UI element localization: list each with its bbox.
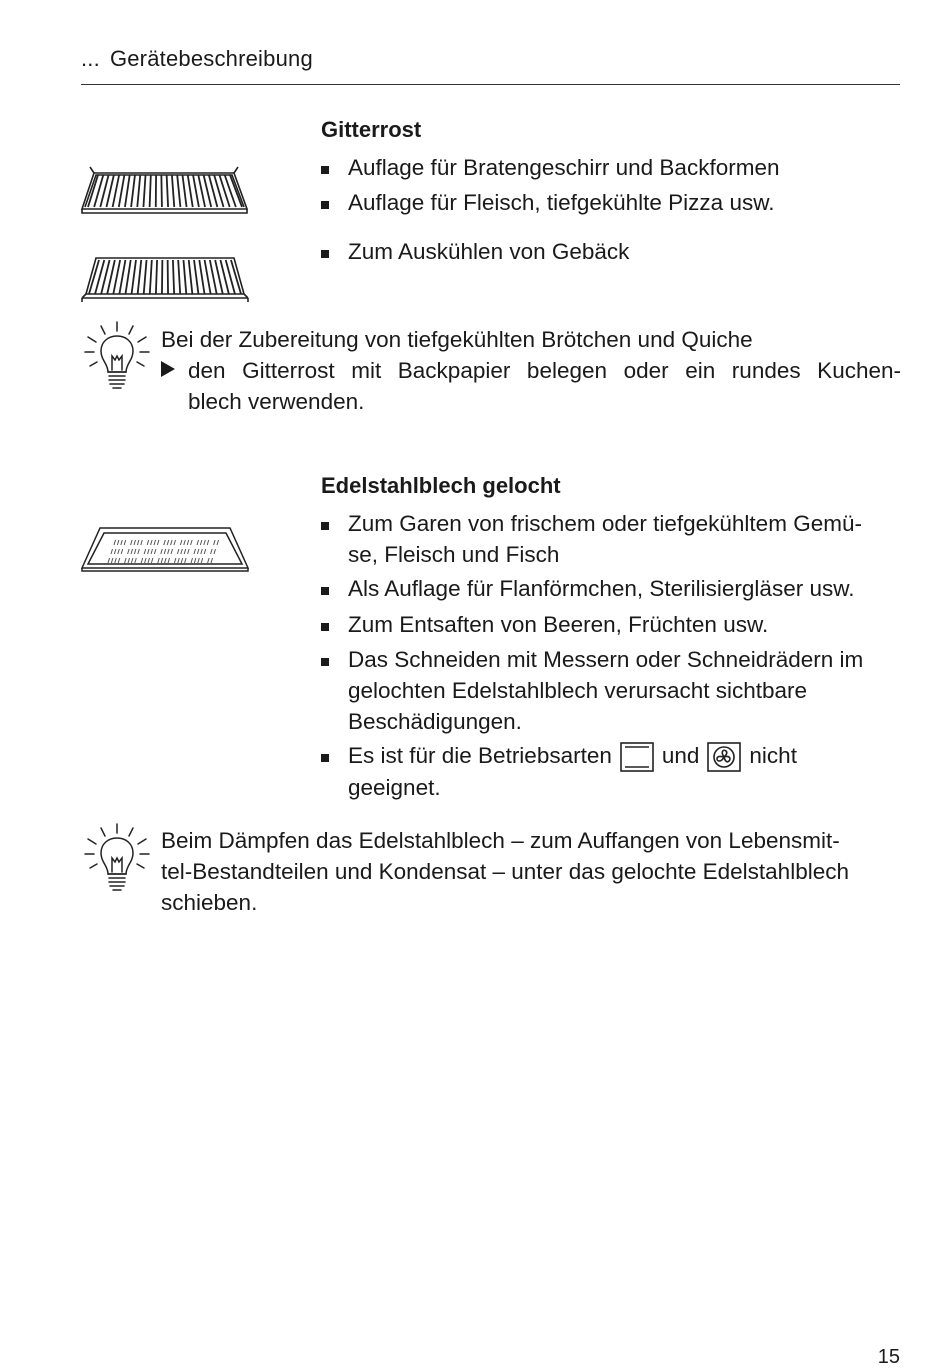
tip-action — [161, 355, 901, 417]
section-title-gitterrost: Gitterrost — [321, 117, 421, 143]
perforated-tray-icon — [80, 524, 250, 574]
page-header — [81, 46, 900, 85]
lightbulb-icon — [84, 320, 150, 394]
wire-rack-icon — [80, 163, 250, 215]
list-item: Es ist für die Betriebsarten und nicht geeignet. — [321, 740, 901, 803]
header-ellipsis: ... — [81, 46, 100, 71]
tip-action-line: den Gitterrost mit Backpapier belegen oder ein rundes Kuchen- — [188, 355, 901, 386]
tip-text: Beim Dämpfen das Edelstahlblech – zum Auffangen von Lebensmit- tel-Bestandteilen und Kondensat – unter das gelochte Edelstahlblech schieben. — [161, 825, 901, 918]
list-item: Auflage für Bratengeschirr und Backformen — [321, 152, 901, 183]
section-title-edelstahlblech: Edelstahlblech gelocht — [321, 473, 561, 499]
header-title: Gerätebeschreibung — [110, 46, 313, 71]
arrow-right-icon — [161, 361, 175, 377]
list-item: Zum Auskühlen von Gebäck — [321, 236, 901, 267]
page-number: 15 — [878, 1346, 900, 1369]
tip-text: Bei der Zubereitung von tiefgekühlten Brötchen und Quiche — [161, 324, 901, 355]
list-item: Das Schneiden mit Messern oder Schneidrädern im gelochten Edelstahlblech verursacht sichtbare Beschädigungen. — [321, 644, 901, 737]
wire-rack-icon — [80, 254, 250, 306]
list-item: Als Auflage für Flanförmchen, Sterilisiergläser usw. — [321, 573, 901, 604]
lightbulb-icon — [84, 822, 150, 896]
top-bottom-heat-mode-icon — [620, 742, 654, 772]
list-item: Auflage für Fleisch, tiefgekühlte Pizza usw. — [321, 187, 901, 218]
list-item: Zum Garen von frischem oder tiefgekühltem Gemü- se, Fleisch und Fisch — [321, 508, 901, 570]
list-item: Zum Entsaften von Beeren, Früchten usw. — [321, 609, 901, 640]
hot-air-fan-mode-icon — [707, 742, 741, 772]
tip-action-line: blech verwenden. — [188, 386, 901, 417]
